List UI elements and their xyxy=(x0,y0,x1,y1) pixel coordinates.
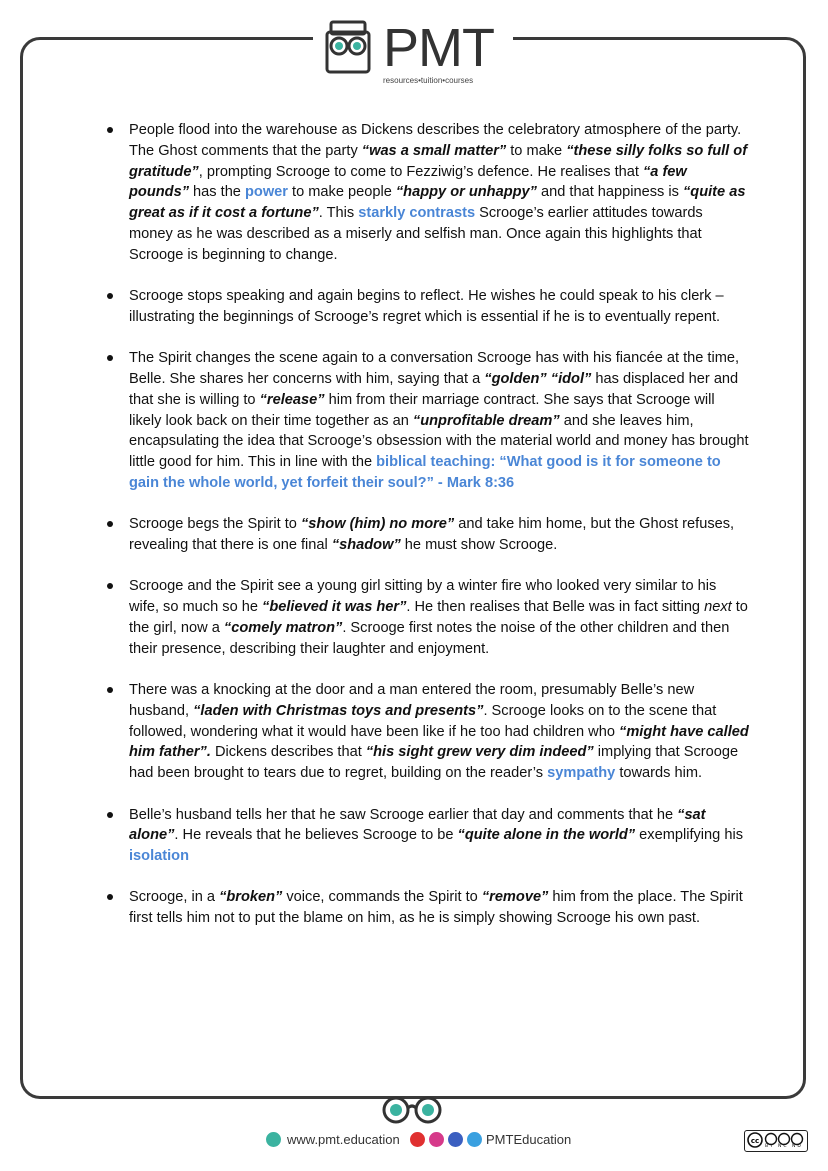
text-segment: he must show Scrooge. xyxy=(400,537,558,554)
text-segment: . He reveals that he believes Scrooge to be xyxy=(174,827,458,844)
quote: “sat alone” xyxy=(129,806,706,844)
bullet-item xyxy=(105,348,750,494)
bullet-item xyxy=(105,120,750,266)
highlight-term: isolation xyxy=(129,848,189,865)
quote: “broken” xyxy=(219,889,283,906)
quote: “show (him) no more” xyxy=(300,516,455,533)
logo-tagline: resources•tuition•courses xyxy=(383,76,474,85)
text-segment: has displaced her and that she is willing to xyxy=(129,370,739,408)
glasses-icon xyxy=(379,1092,449,1132)
text-segment: and she leaves him, encapsulating the idea that Scrooge’s obsession with the material world and money has brought little good for him. This in line with the xyxy=(129,412,749,471)
text-segment: voice, commands the Spirit to xyxy=(282,889,482,906)
text-segment: Scrooge’s earlier attitudes towards money as he was described as a miserly and selfish man. Once again this highlights that Scrooge is beginning to change. xyxy=(129,205,703,263)
text-segment: There was a knocking at the door and a man entered the room, presumably Belle’s new husband, xyxy=(129,682,695,719)
bullet-item xyxy=(105,286,750,328)
social-links[interactable] xyxy=(410,1132,571,1147)
text-segment: . He then realises that Belle was in fact sitting xyxy=(406,599,705,616)
text-segment: him from the place. The Spirit first tells him not to put the blame on him, as he is simply showing Scrooge his own past. xyxy=(129,889,743,927)
text-segment: towards him. xyxy=(615,765,703,782)
website-text: www.pmt.education xyxy=(287,1132,400,1147)
glasses-book-icon xyxy=(317,18,379,80)
text-segment: to make xyxy=(506,142,567,159)
facebook-icon xyxy=(448,1132,463,1147)
text-segment: him from their marriage contract. She says that Scrooge will likely look back on their time together as an xyxy=(129,391,715,429)
quote: “release” xyxy=(259,391,325,408)
social-handle: PMTEducation xyxy=(486,1132,572,1147)
quote: “quite alone in the world” xyxy=(457,827,636,844)
text-segment: , prompting Scrooge to come to Fezziwig’s defence. He realises that xyxy=(198,163,643,180)
quote: “golden” “idol” xyxy=(484,370,592,387)
quote: “laden with Christmas toys and presents” xyxy=(193,702,484,719)
svg-text:cc: cc xyxy=(750,1137,760,1145)
text-segment: exemplifying his xyxy=(635,827,743,844)
quote: “happy or unhappy” xyxy=(395,184,537,201)
cursor-icon xyxy=(266,1132,281,1147)
text-segment: Scrooge and the Spirit see a young girl sitting by a winter fire who looked very similar to his wife, so much so he xyxy=(129,578,717,616)
bullet-item xyxy=(105,576,750,659)
text-segment: Scrooge stops speaking and again begins to reflect. He wishes he could speak to his clerk – illustrating the beginnings of Scrooge’s regret which is essential if he is to eventually repent. xyxy=(129,288,724,325)
text-segment: Scrooge, in a xyxy=(129,889,220,906)
twitter-icon xyxy=(467,1132,482,1147)
quote: “quite as great as if it cost a fortune” xyxy=(129,184,746,222)
text-segment: next xyxy=(704,599,732,616)
text-segment: has the xyxy=(189,184,245,201)
instagram-icon xyxy=(429,1132,444,1147)
text-segment: Dickens describes that xyxy=(210,744,366,761)
footer xyxy=(0,1128,828,1154)
text-segment: The Spirit changes the scene again to a conversation Scrooge has with his fiancée at the time, Belle. She shares her concerns with him, saying that a xyxy=(129,350,740,387)
logo-text: PMT xyxy=(383,18,494,78)
bullet-item xyxy=(105,805,750,867)
highlight-term: power xyxy=(244,184,288,201)
license-text: BY NC ND xyxy=(765,1144,803,1149)
highlight-term: starkly contrasts xyxy=(358,205,476,222)
text-segment: . Scrooge looks on to the scene that followed, wondering what it would have been like if he too had children who xyxy=(129,702,717,740)
quote: “his sight grew very dim indeed” xyxy=(365,744,594,761)
notes-list xyxy=(105,120,750,950)
quote: “shadow” xyxy=(331,537,401,554)
quote: “these silly folks so full of gratitude” xyxy=(129,142,748,180)
text-segment: People flood into the warehouse as Dickens describes the celebratory atmosphere of the party. The Ghost comments that the party xyxy=(129,122,742,159)
quote: “unprofitable dream” xyxy=(412,412,560,429)
quote: “was a small matter” xyxy=(361,142,507,159)
quote: “a few pounds” xyxy=(129,163,687,201)
creative-commons-badge xyxy=(744,1130,808,1152)
text-segment: to the girl, now a xyxy=(129,599,748,636)
text-segment: Belle’s husband tells her that he saw Scrooge earlier that day and comments that he xyxy=(129,806,678,823)
quote: “remove” xyxy=(481,889,549,906)
text-segment: implying that Scrooge had been brought to tears due to regret, building on the reader’s xyxy=(129,744,739,782)
quote: “believed it was her” xyxy=(262,599,407,616)
bullet-item xyxy=(105,887,750,929)
text-segment: and that happiness is xyxy=(536,184,683,201)
text-segment: and take him home, but the Ghost refuses, revealing that there is one final xyxy=(129,516,735,554)
bullet-item xyxy=(105,680,750,784)
quote: “comely matron” xyxy=(223,619,343,636)
quote: “might have called him father”. xyxy=(129,723,749,761)
text-segment: to make people xyxy=(287,184,396,201)
text-segment: Scrooge begs the Spirit to xyxy=(129,516,301,533)
highlight-term: sympathy xyxy=(547,765,616,782)
bullet-item xyxy=(105,514,750,556)
youtube-icon xyxy=(410,1132,425,1147)
text-segment: . Scrooge first notes the noise of the other children and then their presence, describing their laughter and enjoyment. xyxy=(129,619,730,657)
pmt-logo xyxy=(313,14,513,86)
text-segment: . This xyxy=(318,205,359,222)
website-link[interactable] xyxy=(266,1132,400,1147)
highlight-term: biblical teaching: “What good is it for someone to gain the whole world, yet forfeit their soul?” - Mark 8:36 xyxy=(129,454,721,491)
